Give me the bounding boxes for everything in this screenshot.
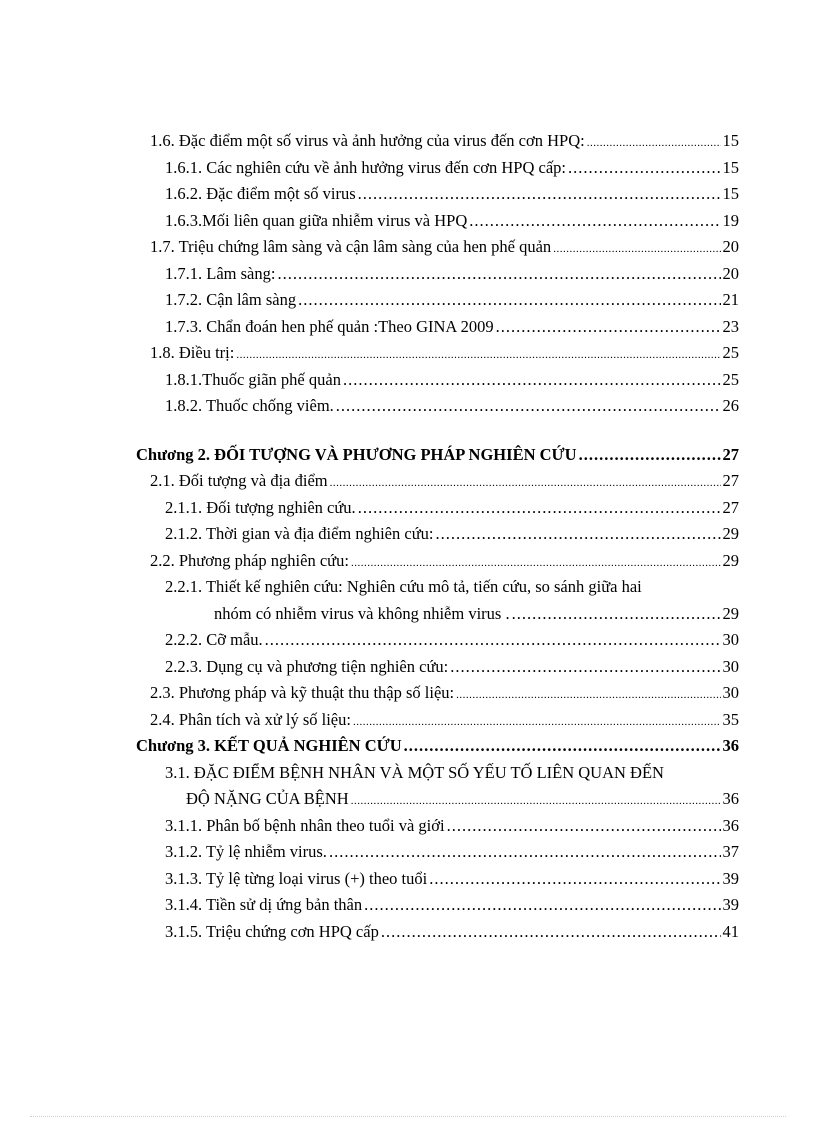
toc-entry-1-7-3[interactable] [0, 314, 739, 341]
dot-leader [358, 495, 721, 522]
dot-leader [435, 521, 720, 548]
dot-leader [469, 208, 720, 235]
toc-page-number: 41 [722, 921, 739, 941]
dot-leader [496, 314, 721, 341]
toc-entry-1-7[interactable] [0, 234, 739, 261]
toc-page-number: 36 [722, 815, 739, 835]
toc-entry-title: 2.1.1. Đối tượng nghiên cứu. [165, 497, 356, 517]
toc-page-number: 37 [722, 842, 739, 861]
dot-leader [429, 866, 720, 893]
toc-entry-3-1-2[interactable] [0, 839, 739, 866]
toc-chapter-title: Chương 3. KẾT QUẢ NGHIÊN CỨU [136, 736, 402, 755]
toc-entry-title: 1.8.2. Thuốc chống viêm. [165, 396, 334, 415]
toc-page-number: 20 [722, 263, 739, 283]
toc-entry-title-continued: nhóm có nhiễm virus và không nhiễm virus . [214, 603, 510, 623]
dot-leader [587, 130, 721, 157]
toc-page-number: 26 [722, 396, 739, 415]
toc-entry-title: 1.6.2. Đặc điểm một số virus [165, 184, 356, 203]
toc-entry-line [165, 786, 739, 813]
toc-page-number: 30 [722, 656, 739, 676]
toc-entry-1-8-1[interactable] [0, 367, 739, 394]
toc-entry-title: 1.7.3. Chẩn đoán hen phế quản :Theo GINA 2009 [165, 316, 494, 336]
toc-entry-title: 2.2.3. Dụng cụ và phương tiện nghiên cứu: [165, 656, 449, 676]
toc-page-number: 36 [722, 789, 739, 808]
dot-leader [351, 550, 721, 577]
toc-entry-1-8[interactable] [0, 340, 739, 367]
toc-entry-1-6-2[interactable] [0, 181, 739, 208]
toc-page-number: 23 [722, 316, 739, 336]
dot-leader [568, 155, 720, 182]
dot-leader [553, 236, 720, 263]
toc-page-number: 39 [722, 868, 739, 888]
toc-entry-line [165, 574, 739, 601]
toc-chapter-2[interactable] [0, 442, 739, 469]
toc-entry-2-2-3[interactable] [0, 654, 739, 681]
toc-chapter-title: Chương 2. ĐỐI TƯỢNG VÀ PHƯƠNG PHÁP NGHIÊN CỨU [136, 444, 577, 464]
toc-entry-2-1[interactable] [0, 468, 739, 495]
dot-leader [364, 892, 720, 919]
toc-entry-2-1-2[interactable] [0, 521, 739, 548]
toc-entry-title: 1.8. Điều trị: [150, 343, 235, 362]
toc-entry-title: 2.2. Phương pháp nghiên cứu: [150, 550, 349, 570]
toc-page-number: 29 [722, 524, 739, 543]
dot-leader [330, 470, 721, 497]
toc-entry-title: 1.6. Đặc điểm một số virus và ảnh hưởng của virus đến cơn HPQ: [150, 131, 585, 150]
toc-page-number: 15 [722, 131, 739, 150]
toc-entry-3-1-1[interactable] [0, 813, 739, 840]
toc-entry-1-8-2[interactable] [0, 393, 739, 420]
toc-entry-title: 1.7.2. Cận lâm sàng [165, 290, 297, 309]
toc-entry-title: 3.1.2. Tỷ lệ nhiễm virus. [165, 842, 327, 861]
toc-entry-line [165, 601, 739, 628]
toc-entry-title: 2.2.2. Cỡ mẫu. [165, 630, 263, 649]
dot-leader [579, 442, 721, 469]
toc-entry-2-2[interactable] [0, 548, 739, 575]
toc-entry-1-6[interactable] [0, 128, 739, 155]
toc-entry-title: 3.1.4. Tiền sử dị ứng bản thân [165, 895, 363, 914]
toc-page-number: 20 [722, 237, 739, 256]
toc-entry-1-6-1[interactable] [0, 155, 739, 182]
dot-leader [329, 839, 721, 866]
toc-entry-1-7-1[interactable] [0, 261, 739, 288]
toc-entry-3-1-5[interactable] [0, 919, 739, 946]
toc-page-number: 36 [722, 736, 739, 755]
toc-page-number: 21 [722, 290, 739, 309]
toc-page-number: 27 [722, 497, 739, 517]
toc-page-number: 15 [722, 157, 739, 177]
dot-leader [447, 813, 721, 840]
dot-leader [358, 181, 721, 208]
toc-entry-title: 1.7.1. Lâm sàng: [165, 263, 276, 283]
toc-page-number: 30 [722, 630, 739, 649]
toc-entry-title: 3.1. ĐẶC ĐIỂM BỆNH NHÂN VÀ MỘT SỐ YẾU TỐ LIÊN QUAN ĐẾN [165, 762, 664, 782]
toc-page-number: 29 [722, 550, 739, 570]
dot-leader [336, 393, 721, 420]
toc-entry-1-6-3[interactable] [0, 208, 739, 235]
toc-page-number: 25 [722, 343, 739, 362]
dot-leader [265, 627, 721, 654]
toc-page-number: 39 [722, 895, 739, 914]
toc-entry-title: 2.1. Đối tượng và địa điểm [150, 471, 328, 490]
toc-entry-title: 3.1.1. Phân bố bệnh nhân theo tuổi và giới [165, 815, 445, 835]
toc-entry-2-2-2[interactable] [0, 627, 739, 654]
toc-entry-line [165, 760, 739, 787]
dot-leader [351, 788, 721, 815]
dot-leader [404, 733, 721, 760]
toc-entry-title: 1.8.1.Thuốc giãn phế quản [165, 369, 341, 389]
toc-entry-2-1-1[interactable] [0, 495, 739, 522]
toc-entry-1-7-2[interactable] [0, 287, 739, 314]
toc-entry-title: 3.1.3. Tỷ lệ từng loại virus (+) theo tuổi [165, 868, 428, 888]
toc-entry-2-4[interactable] [0, 707, 739, 734]
toc-entry-title: 2.1.2. Thời gian và địa điểm nghiên cứu: [165, 524, 434, 543]
toc-entry-2-3[interactable] [0, 680, 739, 707]
toc-entry-title: 2.3. Phương pháp và kỹ thuật thu thập số liệu: [150, 683, 455, 702]
dot-leader [343, 367, 721, 394]
toc-page-number: 27 [722, 444, 739, 464]
toc-page-number: 30 [722, 683, 739, 702]
toc-entry-title: 2.4. Phân tích và xử lý số liệu: [150, 709, 351, 729]
toc-page-number: 35 [722, 709, 739, 729]
toc-page-number: 25 [722, 369, 739, 389]
dot-leader [456, 682, 720, 709]
toc-entry-title: 3.1.5. Triệu chứng cơn HPQ cấp [165, 921, 379, 941]
toc-page-number: 19 [722, 210, 739, 230]
dot-leader [512, 601, 721, 628]
toc-entry-3-1[interactable] [0, 760, 739, 813]
toc-entry-title: 1.7. Triệu chứng lâm sàng và cận lâm sàng của hen phế quản [150, 237, 552, 256]
dot-leader [298, 287, 720, 314]
toc-entry-title-continued: ĐỘ NẶNG CỦA BỆNH [186, 789, 349, 808]
dot-leader [277, 261, 720, 288]
toc-page-number: 15 [722, 184, 739, 203]
dot-leader [381, 919, 721, 946]
toc-page-number: 27 [722, 471, 739, 490]
table-of-contents [0, 128, 816, 945]
page-bottom-divider [30, 1116, 786, 1117]
toc-entry-3-1-4[interactable] [0, 892, 739, 919]
toc-entry-2-2-1[interactable] [0, 574, 739, 627]
toc-entry-title: 1.6.1. Các nghiên cứu về ảnh hưởng virus đến cơn HPQ cấp: [165, 157, 567, 177]
toc-entry-title: 1.6.3.Mối liên quan giữa nhiễm virus và HPQ [165, 210, 468, 230]
toc-entry-title: 2.2.1. Thiết kế nghiên cứu: Nghiên cứu mô tả, tiến cứu, so sánh giữa hai [165, 577, 642, 596]
dot-leader [236, 342, 720, 369]
toc-page-number: 29 [722, 603, 739, 623]
dot-leader [353, 709, 721, 736]
toc-entry-3-1-3[interactable] [0, 866, 739, 893]
dot-leader [450, 654, 720, 681]
toc-chapter-3[interactable] [0, 733, 739, 760]
